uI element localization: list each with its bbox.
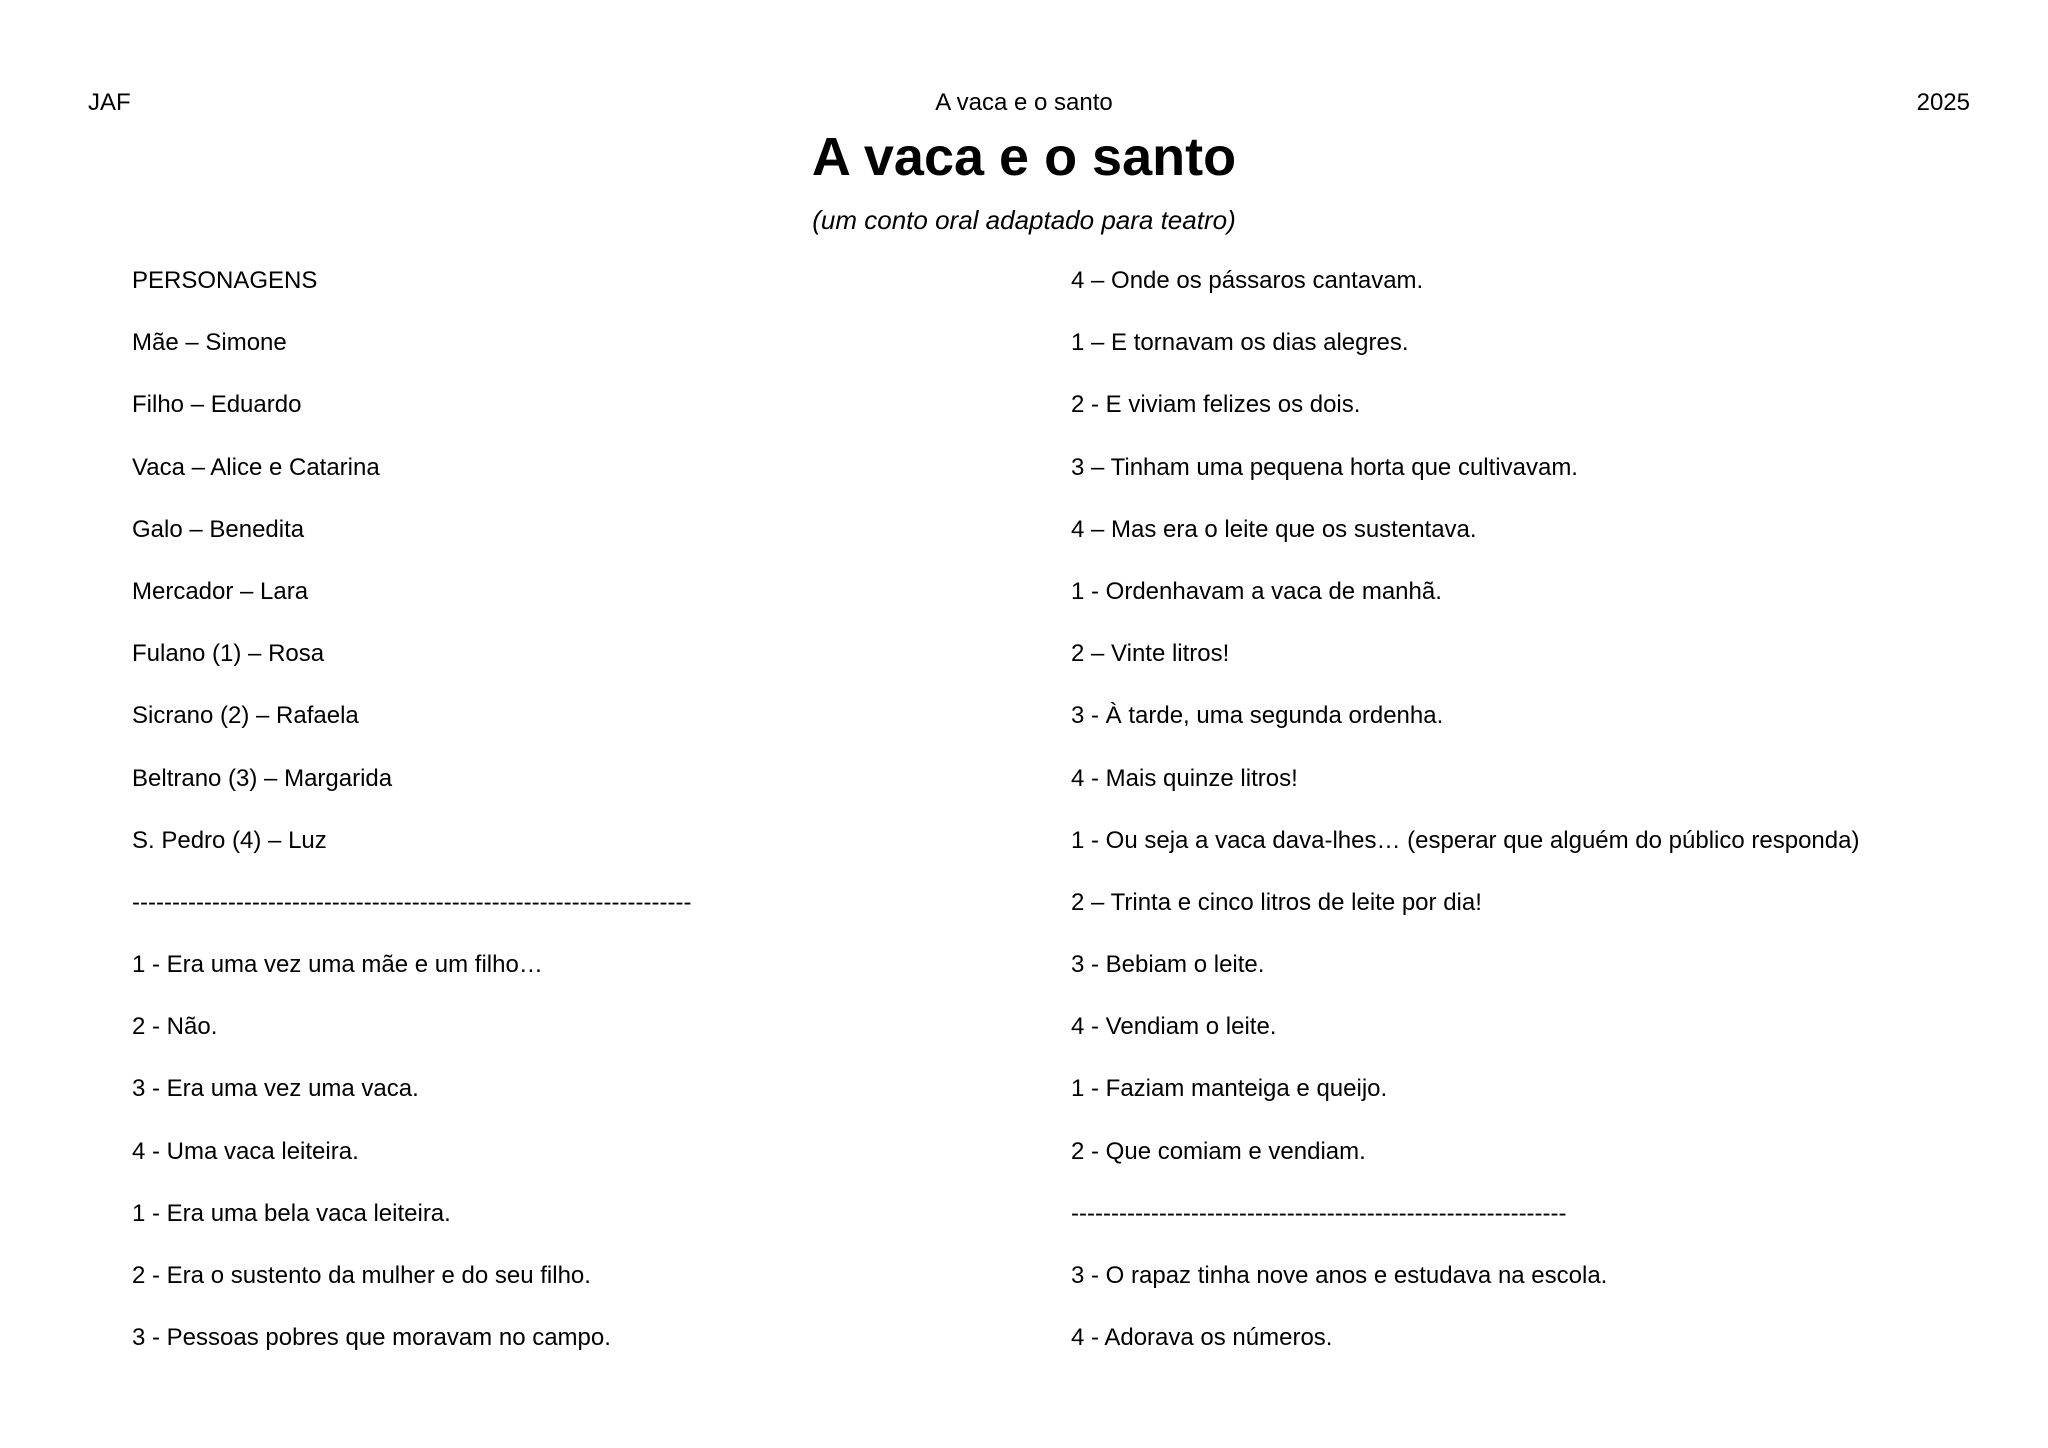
text-line: 2 – Trinta e cinco litros de leite por dia! (1071, 888, 1482, 916)
text-line: 4 – Onde os pássaros cantavam. (1071, 267, 1424, 294)
text-line: 1 – E tornavam os dias alegres. (1071, 329, 1409, 357)
text-line: Beltrano (3) – Margarida (132, 764, 393, 792)
text-line: 4 - Mais quinze litros! (1071, 764, 1298, 792)
header-author: JAF (88, 89, 131, 116)
text-line: Filho – Eduardo (132, 391, 302, 419)
text-line: Mãe – Simone (132, 329, 287, 357)
text-line: 1 - Era uma bela vaca leiteira. (132, 1199, 451, 1227)
text-line: 1 - Ordenhavam a vaca de manhã. (1071, 577, 1442, 605)
right-column (1071, 266, 2011, 1385)
text-line: Fulano (1) – Rosa (132, 640, 325, 668)
text-line: 4 - Vendiam o leite. (1071, 1013, 1277, 1041)
text-line: Mercador – Lara (132, 577, 309, 605)
page-subtitle: (um conto oral adaptado para teatro) (812, 205, 1236, 235)
text-line: 2 - Não. (132, 1013, 218, 1041)
divider-line: ---------------------------------------------------------------------- (132, 888, 692, 916)
text-line: 4 - Uma vaca leiteira. (132, 1137, 359, 1165)
text-line: 3 - O rapaz tinha nove anos e estudava na escola. (1071, 1262, 1608, 1289)
text-line: 2 - Era o sustento da mulher e do seu filho. (132, 1262, 591, 1289)
text-line: 4 - Adorava os números. (1071, 1324, 1333, 1352)
text-line: 3 - Pessoas pobres que moravam no campo. (132, 1324, 611, 1352)
left-column (132, 266, 1012, 1385)
text-line: 3 - Bebiam o leite. (1071, 951, 1265, 979)
text-line: 2 - E viviam felizes os dois. (1071, 391, 1361, 419)
divider-line: -------------------------------------------------------------- (1071, 1199, 1567, 1227)
page-title: A vaca e o santo (811, 127, 1237, 187)
text-line: 3 - Era uma vez uma vaca. (132, 1075, 419, 1103)
text-line: 2 – Vinte litros! (1071, 640, 1230, 668)
text-line: PERSONAGENS (132, 267, 318, 294)
text-line: Galo – Benedita (132, 515, 305, 543)
text-line: Vaca – Alice e Catarina (132, 453, 380, 481)
text-line: 3 – Tinham uma pequena horta que cultivavam. (1071, 453, 1578, 481)
text-line: 1 - Faziam manteiga e queijo. (1071, 1075, 1388, 1103)
text-line: 3 - À tarde, uma segunda ordenha. (1071, 702, 1444, 730)
text-line: Sicrano (2) – Rafaela (132, 702, 359, 730)
text-line: 2 - Que comiam e vendiam. (1071, 1137, 1366, 1165)
text-line: S. Pedro (4) – Luz (132, 826, 327, 854)
header-year: 2025 (1916, 89, 1970, 116)
text-line: 1 - Ou seja a vaca dava-lhes… (esperar que alguém do público responda) (1071, 826, 1860, 854)
text-line: 4 – Mas era o leite que os sustentava. (1071, 515, 1477, 543)
header-running-title: A vaca e o santo (935, 89, 1113, 116)
text-line: 1 - Era uma vez uma mãe e um filho… (132, 951, 543, 979)
